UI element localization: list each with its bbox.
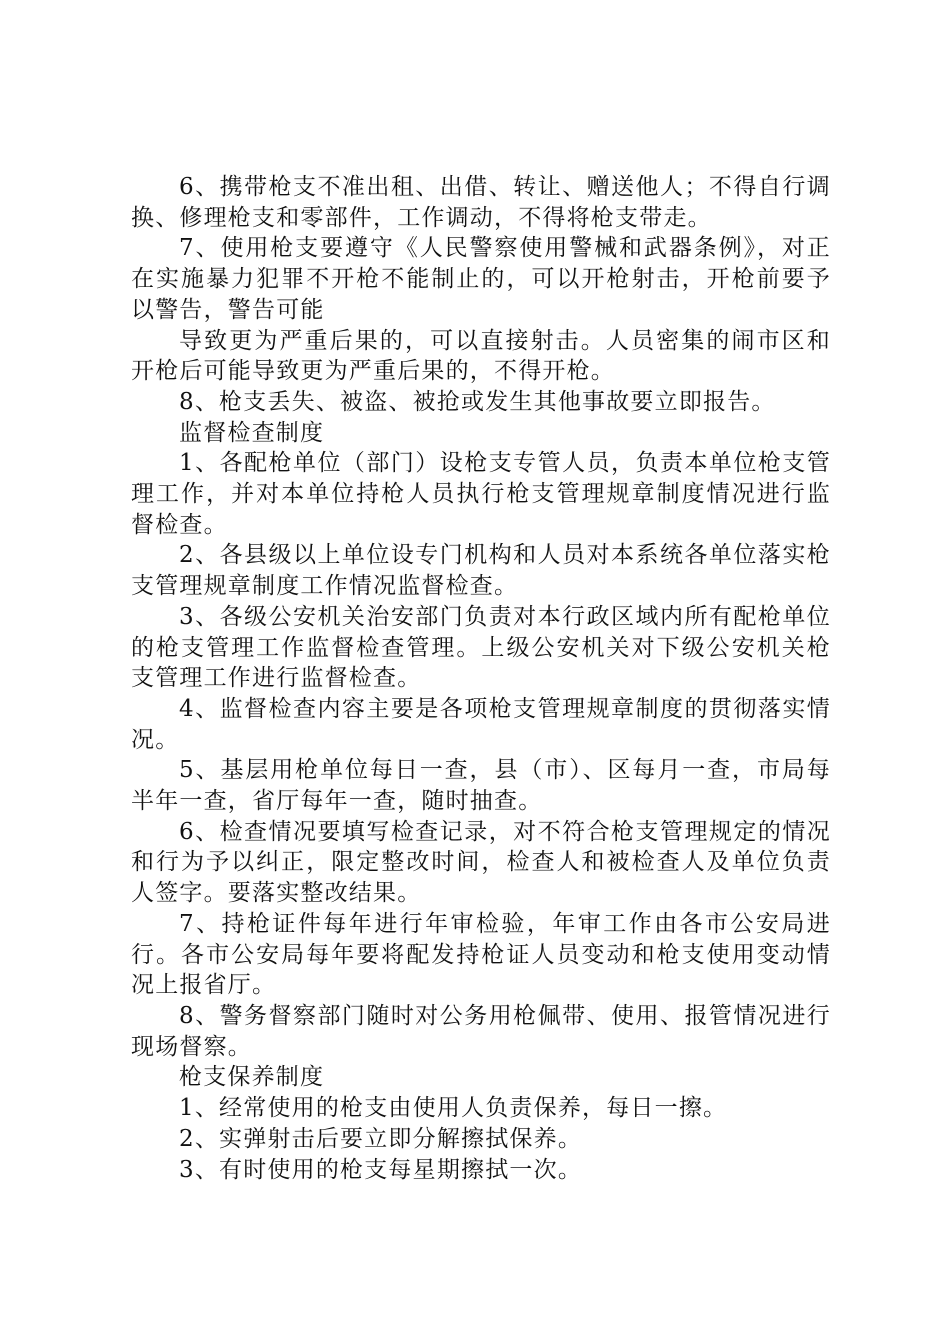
paragraph-supervision-3: 3、各级公安机关治安部门负责对本行政区域内所有配枪单位的枪支管理工作监督检查管理。上级公安机关对下级公安机关枪支管理工作进行监督检查。	[131, 603, 831, 692]
paragraph-supervision-8: 8、警务督察部门随时对公务用枪佩带、使用、报管情况进行现场督察。	[131, 1002, 831, 1060]
paragraph-supervision-5: 5、基层用枪单位每日一查，县（市）、区每月一查，市局每半年一查，省厅每年一查，随时抽查。	[131, 757, 831, 815]
section-heading-supervision: 监督检查制度	[179, 419, 325, 446]
paragraph-supervision-1: 1、各配枪单位（部门）设枪支专管人员，负责本单位枪支管理工作，并对本单位持枪人员执行枪支管理规章制度情况进行监督检查。	[131, 450, 831, 538]
paragraph-maintenance-2: 2、实弹射击后要立即分解擦拭保养。	[179, 1125, 583, 1152]
paragraph-item-8-loss-report: 8、枪支丢失、被盗、被抢或发生其他事故要立即报告。	[179, 388, 776, 415]
section-heading-maintenance: 枪支保养制度	[179, 1064, 325, 1091]
paragraph-supervision-4: 4、监督检查内容主要是各项枪支管理规章制度的贯彻落实情况。	[131, 695, 831, 753]
paragraph-supervision-2: 2、各县级以上单位设专门机构和人员对本系统各单位落实枪支管理规章制度工作情况监督检查。	[131, 542, 831, 600]
document-body	[131, 172, 831, 1185]
paragraph-supervision-7: 7、持枪证件每年进行年审检验，年审工作由各市公安局进行。各市公安局每年要将配发持枪证人员变动和枪支使用变动情况上报省厅。	[131, 910, 831, 999]
paragraph-item-6-no-lending: 6、携带枪支不准出租、出借、转让、赠送他人；不得自行调换、修理枪支和零部件，工作调动，不得将枪支带走。	[131, 174, 831, 231]
paragraph-supervision-6: 6、检查情况要填写检查记录，对不符合枪支管理规定的情况和行为予以纠正，限定整改时间，检查人和被检查人及单位负责人签字。要落实整改结果。	[131, 818, 831, 907]
paragraph-maintenance-1: 1、经常使用的枪支由使用人负责保养，每日一擦。	[179, 1095, 728, 1122]
paragraph-item-7-weapon-use: 7、使用枪支要遵守《人民警察使用警械和武器条例》，对正在实施暴力犯罪不开枪不能制止的，可以开枪射击，开枪前要予以警告，警告可能	[131, 235, 831, 323]
paragraph-maintenance-3: 3、有时使用的枪支每星期擦拭一次。	[179, 1156, 583, 1183]
paragraph-item-7-continued: 导致更为严重后果的，可以直接射击。人员密集的闹市区和开枪后可能导致更为严重后果的，不得开枪。	[131, 327, 831, 385]
